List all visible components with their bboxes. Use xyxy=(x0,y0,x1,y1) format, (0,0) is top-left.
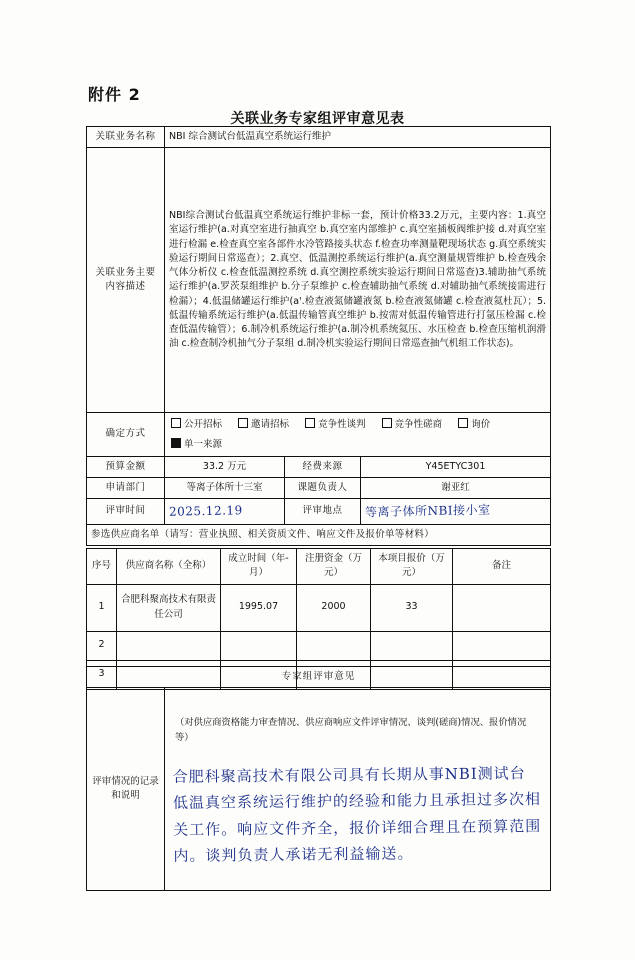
dept-value: 等离子体所十三室 xyxy=(165,478,285,499)
table-row-review-time xyxy=(87,499,551,524)
cell-no: 3 xyxy=(87,660,117,689)
table-row xyxy=(87,584,551,631)
cell-no: 2 xyxy=(87,631,117,660)
review-form-table xyxy=(86,126,551,546)
option-invited-bidding[interactable] xyxy=(238,417,289,432)
cell-quote: 33 xyxy=(371,584,453,631)
table-row-budget xyxy=(87,456,551,477)
table-row-content xyxy=(87,148,551,413)
checkbox-icon[interactable] xyxy=(238,418,248,428)
cell-capital xyxy=(297,631,371,660)
handwritten-review-time: 2025.12.19 xyxy=(168,503,243,520)
option-single-source[interactable] xyxy=(171,437,222,452)
opinion-note: （对供应商资格能力审查情况、供应商响应文件评审情况、谈判(磋商)情况、报价情况等） xyxy=(175,717,527,744)
review-time-value xyxy=(165,499,285,524)
table-row-suppliers-title xyxy=(87,524,551,545)
option-label: 单一来源 xyxy=(184,438,223,450)
handwritten-opinion: 合肥科聚高技术有限公司具有长期从事NBI测试台低温真空系统运行维护的经验和能力且承担过多次相关工作。响应文件齐全，报价详细合理且在预算范围内。谈判负责人承诺无利益输送。 xyxy=(172,764,542,865)
content-value: NBI综合测试台低温真空系统运行维护非标一套，预计价格33.2万元，主要内容：1.真空室运行维护(a.对真空室进行抽真空 b.真空室内部维护 c.真空室插板阀维护接 d.对真空室进行检漏 e.检查真空室各部件水冷管路接头状态 f.检查功率测量靶现场状态 g.真空系统实验运行期间日常巡查）；2.真空、低温测控系统运行维护(a.真空测量规管维护 b.检查残余气体分析仪 c.检查低温测控系统 d.真空测控系统实验运行期间日常巡查)3.辅助抽气系统运行维护(a.罗茨泵组维护 b.分子泵维护 c.检查辅助抽气系统 d.对辅助抽气系统接需进行检漏）；4.低温储罐运行维护(a'.检查液氮储罐液氮 b.检查液氮储罐 c.检查液氦杜瓦）；5.低温传输系统运行维护(a.低温传输管真空维护 b.按需对低温传输管进行打氩压检漏 c.检查低温传输管）；6.制冷机系统运行维护(a.制冷机系统氦压、水压检查 b.检查压缩机润滑油 c.检查制冷机抽气分子泵组 d.制冷机实验运行期间日常巡查抽气机组工作状态)。 xyxy=(165,148,551,413)
header-no: 序号 xyxy=(87,549,117,585)
attachment-label: 附件 2 xyxy=(88,85,141,104)
content-label: 关联业务主要内容描述 xyxy=(87,148,165,413)
opinion-content xyxy=(165,688,551,891)
table-row xyxy=(87,631,551,660)
leader-label: 课题负责人 xyxy=(285,478,361,499)
cell-capital: 2000 xyxy=(297,584,371,631)
handwritten-review-place: 等离子体所NBI接小室 xyxy=(364,502,491,520)
checkbox-icon[interactable] xyxy=(382,418,392,428)
checkbox-icon[interactable] xyxy=(171,418,181,428)
cell-no: 1 xyxy=(87,584,117,631)
option-competitive-consultation[interactable] xyxy=(382,417,443,432)
cell-note xyxy=(453,584,551,631)
method-label: 确定方式 xyxy=(87,413,165,457)
leader-value: 谢亚红 xyxy=(361,478,551,499)
cell-founded: 1995.07 xyxy=(221,584,297,631)
table-header-row xyxy=(87,549,551,585)
cell-name xyxy=(117,631,221,660)
header-founded: 成立时间（年-月） xyxy=(221,549,297,585)
cell-note xyxy=(453,631,551,660)
table-row-department xyxy=(87,478,551,499)
cell-name: 合肥科聚高技术有限责任公司 xyxy=(117,584,221,631)
page-title: 关联业务专家组评审意见表 xyxy=(230,111,405,127)
checkbox-checked-icon[interactable] xyxy=(171,438,181,448)
header-capital: 注册资金（万元） xyxy=(297,549,371,585)
budget-label: 预算金额 xyxy=(87,456,165,477)
option-public-bidding[interactable] xyxy=(171,417,222,432)
opinion-label: 评审情况的记录和说明 xyxy=(87,688,165,891)
table-row-business-name xyxy=(87,127,551,148)
option-label: 公开招标 xyxy=(184,419,223,431)
review-time-label: 评审时间 xyxy=(87,499,165,524)
option-competitive-negotiation[interactable] xyxy=(305,417,366,432)
business-name-label: 关联业务名称 xyxy=(87,127,165,148)
header-note: 备注 xyxy=(453,549,551,585)
cell-quote xyxy=(371,631,453,660)
opinion-title: 专家组评审意见 xyxy=(87,667,551,688)
opinion-body-row xyxy=(87,688,551,891)
header-quote: 本项目报价（万元） xyxy=(371,549,453,585)
opinion-title-row xyxy=(87,667,551,688)
checkbox-icon[interactable] xyxy=(305,418,315,428)
option-label: 竞争性磋商 xyxy=(394,419,443,431)
dept-label: 申请部门 xyxy=(87,478,165,499)
cell-founded xyxy=(221,631,297,660)
business-name-value: NBI 综合测试台低温真空系统运行维护 xyxy=(165,127,551,148)
checkbox-icon[interactable] xyxy=(458,418,468,428)
budget-value: 33.2 万元 xyxy=(165,456,285,477)
suppliers-section-title: 参选供应商名单（请写：营业执照、相关资质文件、响应文件及报价单等材料） xyxy=(87,524,551,545)
option-label: 邀请招标 xyxy=(251,419,290,431)
option-inquiry[interactable] xyxy=(458,417,490,432)
method-options xyxy=(165,413,551,457)
funding-label: 经费来源 xyxy=(285,456,361,477)
table-row-method xyxy=(87,413,551,457)
option-label: 竞争性谈判 xyxy=(318,419,366,431)
review-place-value xyxy=(361,499,551,524)
option-label: 询价 xyxy=(471,419,491,431)
expert-opinion-table xyxy=(86,666,551,891)
funding-value: Y45ETYC301 xyxy=(361,456,551,477)
review-place-label: 评审地点 xyxy=(285,499,361,524)
header-name: 供应商名称（全称） xyxy=(117,549,221,585)
